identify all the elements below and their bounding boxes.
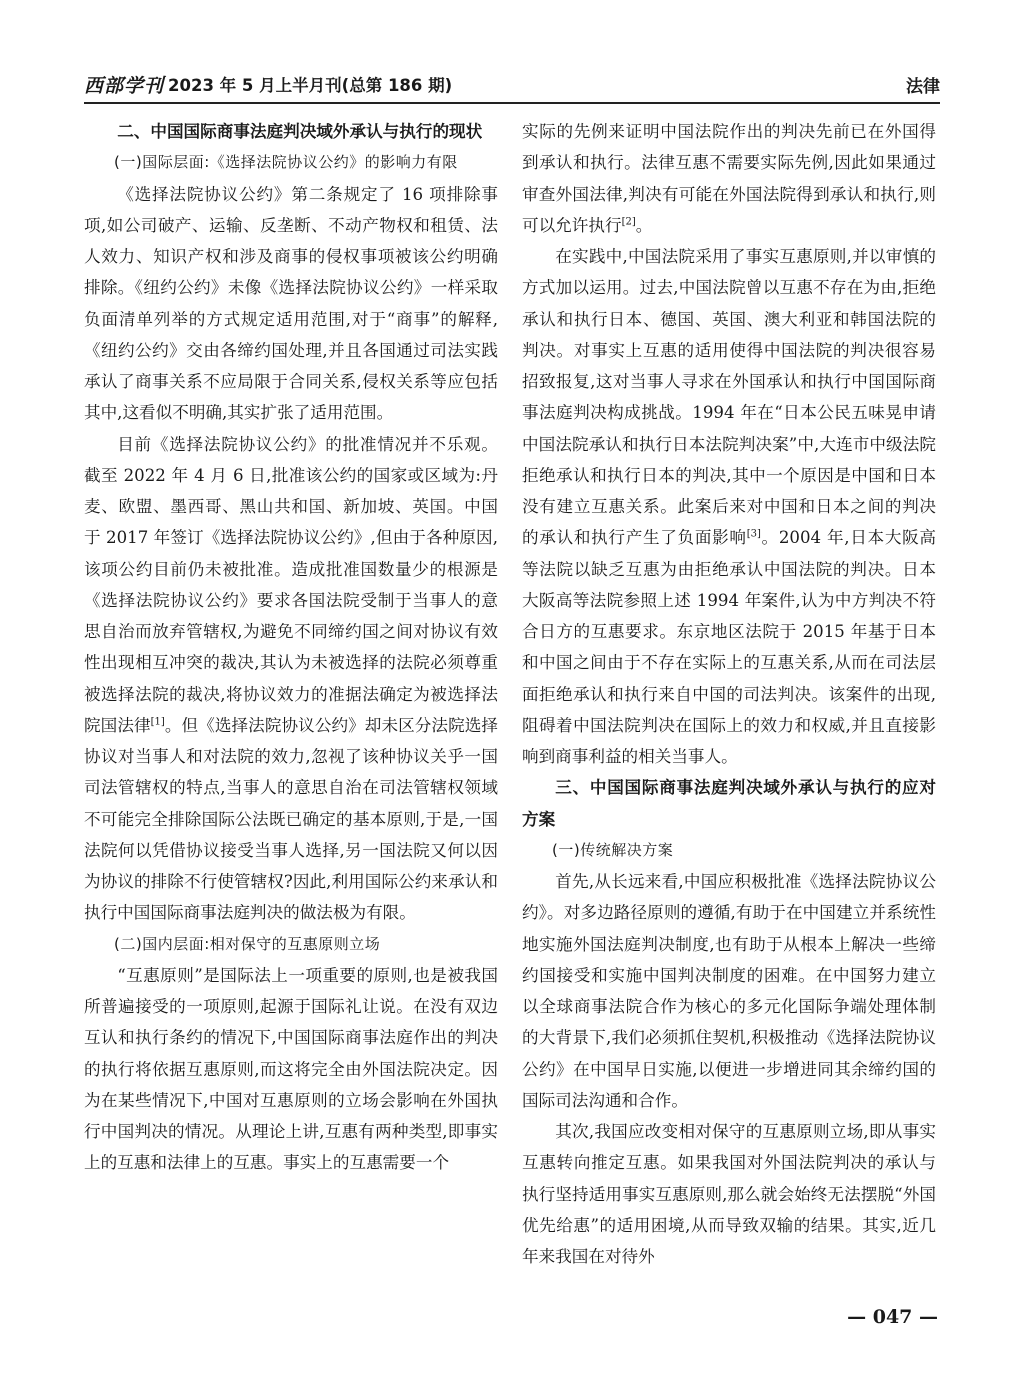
- issue-info: 2023 年 5 月上半月刊(总第 186 期): [168, 76, 453, 95]
- paragraph-text: 实际的先例来证明中国法院作出的判决先前已在外国得到承认和执行。法律互惠不需要实际先例,因此如果通过审查外国法律,判决有可能在外国法院得到承认和执行,则可以允许执行: [522, 122, 936, 235]
- citation-ref: [1]: [150, 716, 165, 728]
- page-number: — 047 —: [847, 1306, 938, 1328]
- journal-brand: [84, 71, 452, 98]
- journal-logo: 西部学刊: [84, 74, 165, 97]
- paragraph: 《选择法院协议公约》第二条规定了 16 项排除事项,如公司破产、运输、反垄断、不动产物权和租赁、法人效力、知识产权和涉及商事的侵权事项被该公约明确排除。《纽约公约》未像《选择法院协议公约》一样采取负面清单列举的方式规定适用范围,对于“商事”的解释,《纽约公约》交由各缔约国处理,并且各国通过司法实践承认了商事关系不应局限于合同关系,侵权关系等应包括其中,这看似不明确,其实扩张了适用范围。: [84, 184, 498, 423]
- paragraph-text: 。: [635, 215, 653, 235]
- paragraph: [522, 241, 936, 772]
- subsection-heading-2: (二)国内层面:相对保守的互惠原则立场: [114, 934, 381, 953]
- paragraph: “互惠原则”是国际法上一项重要的原则,也是被我国所普遍接受的一项原则,起源于国际礼让说。在没有双边互认和执行条约的情况下,中国国际商事法庭作出的判决的执行将依据互惠原则,而这将完全由外国法院决定。因为在某些情况下,中国对互惠原则的立场会影响在外国执行中国判决的情况。从理论上讲,互惠有两种类型,即事实上的互惠和法律上的互惠。事实上的互惠需要一个: [84, 965, 498, 1173]
- subsection-heading-3: (一)传统解决方案: [552, 840, 674, 859]
- right-column: [522, 116, 936, 1272]
- paragraph-text: 目前《选择法院协议公约》的批准情况并不乐观。截至 2022 年 4 月 6 日,批准该公约的国家或区域为:丹麦、欧盟、墨西哥、黑山共和国、新加坡、英国。中国于 2017 年签订《选择法院协议公约》,但由于各种原因,该项公约目前仍未被批准。造成批准国数量少的根源是《选择法院协议公约》要求各国法院受制于当事人的意思自治而放弃管辖权,为避免不同缔约国之间对协议有效性出现相互冲突的裁决,其认为未被选择的法院必须尊重被选择法院的裁决,将协议效力的准据法确定为被选择法院国法律: [84, 434, 498, 735]
- left-column: [84, 116, 498, 1179]
- paragraph-text: 。但《选择法院协议公约》却未区分法院选择协议对当事人和对法院的效力,忽视了该种协议关乎一国司法管辖权的特点,当事人的意思自治在司法管辖权领域不可能完全排除国际公法既已确定的基本原则,于是,一国法院何以凭借协议接受当事人选择,另一国法院又何以因为协议的排除不行使管辖权?因此,利用国际公约来承认和执行中国国际商事法庭判决的做法极为有限。: [84, 715, 499, 923]
- paragraph-text: 在实践中,中国法院采用了事实互惠原则,并以审慎的方式加以运用。过去,中国法院曾以互惠不存在为由,拒绝承认和执行日本、德国、英国、澳大利亚和韩国法院的判决。对事实上互惠的适用使得中国法院的判决很容易招致报复,这对当事人寻求在外国承认和执行中国国际商事法庭判决构成挑战。1994 年在“日本公民五味晃申请中国法院承认和执行日本法院判决案”中,大连市中级法院拒绝承认和执行日本的判决,其中一个原因是中国和日本没有建立互惠关系。此案后来对中国和日本之间的判决的承认和执行产生了负面影响: [522, 247, 936, 548]
- paragraph-continued: [522, 116, 936, 241]
- subsection-heading-1: (一)国际层面:《选择法院协议公约》的影响力有限: [114, 153, 458, 172]
- paragraph: 其次,我国应改变相对保守的互惠原则立场,即从事实互惠转向推定互惠。如果我国对外国法院判决的承认与执行坚持适用事实互惠原则,那么就会始终无法摆脱“外国优先给惠”的适用困境,从而导致双输的结果。其实,近几年来我国在对待外: [522, 1122, 936, 1266]
- citation-ref: [3]: [746, 528, 761, 540]
- paragraph: 首先,从长远来看,中国应积极批准《选择法院协议公约》。对多边路径原则的遵循,有助于在中国建立并系统性地实施外国法庭判决制度,也有助于从根本上解决一些缔约国接受和实施中国判决制度的困难。在中国努力建立以全球商事法院合作为核心的多元化国际争端处理体制的大背景下,我们必须抓住契机,积极推动《选择法院协议公约》在中国早日实施,以便进一步增进同其余缔约国的国际司法沟通和合作。: [522, 872, 936, 1110]
- section-heading-3: 三、中国国际商事法庭判决域外承认与执行的应对方案: [522, 778, 936, 829]
- section-label: 法律: [906, 76, 940, 97]
- page-header: [84, 66, 940, 104]
- section-heading-2: 二、中国国际商事法庭判决域外承认与执行的现状: [117, 122, 483, 141]
- citation-ref: [2]: [621, 216, 636, 228]
- paragraph-text: 。2004 年,日本大阪高等法院以缺乏互惠为由拒绝承认中国法院的判决。日本大阪高等法院参照上述 1994 年案件,认为中方判决不符合日方的互惠要求。东京地区法院于 2015 年基于日本和中国之间由于不存在实际上的互惠关系,从而在司法层面拒绝承认和执行来自中国的司法判决。该案件的出现,阻碍着中国法院判决在国际上的效力和权威,并且直接影响到商事利益的相关当事人。: [522, 528, 937, 766]
- paragraph: [84, 429, 498, 929]
